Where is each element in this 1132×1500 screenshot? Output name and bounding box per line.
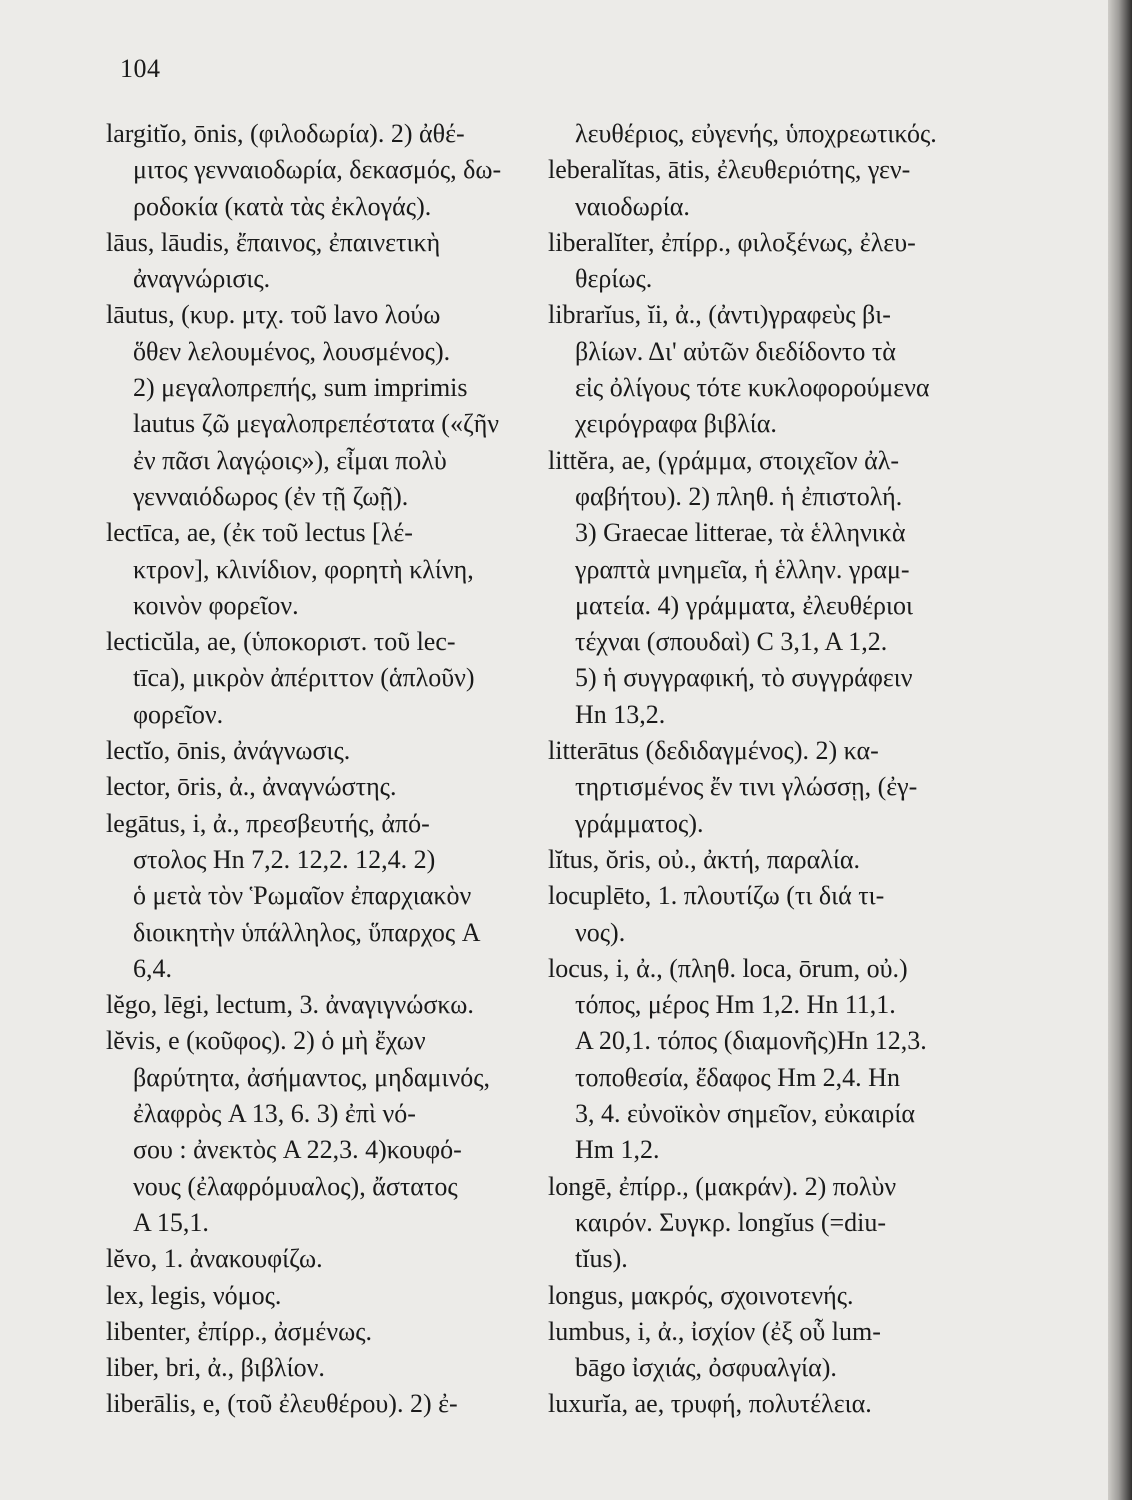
entry-continuation-line: χειρόγραφα βιβλία.: [575, 409, 777, 439]
entry-continuation-line: 3) Graecae litterae, τὰ ἑλληνικὰ: [575, 518, 906, 548]
entry-continuation-line: 6,4.: [133, 953, 172, 983]
entry-continuation-line: tĭus).: [575, 1244, 628, 1274]
entry-continuation-line: bāgo ἰσχιάς, ὀσφυαλγία).: [575, 1353, 837, 1383]
entry-continuation-line: ἀναγνώρισις.: [133, 264, 271, 294]
entry-headword-line: longus, μακρός, σχοινοτενής.: [548, 1280, 854, 1310]
entry-continuation-line: tīca), μικρὸν ἀπέριττον (ἁπλοῦν): [133, 663, 475, 693]
entry-continuation-line: βλίων. Δι' αὐτῶν διεδίδοντο τὰ: [575, 336, 896, 366]
entry-continuation-line: στολος Hn 7,2. 12,2. 12,4. 2): [133, 844, 436, 874]
entry-continuation-line: lautus ζῶ μεγαλοπρεπέστατα («ζῆν: [133, 409, 500, 439]
entry-continuation-line: καιρόν. Συγκρ. longĭus (=diu-: [575, 1207, 887, 1237]
entry-headword-line: liberalĭter, ἐπίρρ., φιλοξένως, ἐλευ-: [548, 227, 916, 257]
entry-continuation-line: φαβήτου). 2) πληθ. ἡ ἐπιστολή.: [575, 481, 903, 511]
entry-continuation-line: τηρτισμένος ἔν τινι γλώσσῃ, (ἐγ-: [575, 772, 918, 802]
entry-continuation-line: ναιοδωρία.: [575, 191, 690, 221]
page-number: 104: [120, 54, 161, 83]
entry-headword-line: lĕvo, 1. ἀνακουφίζω.: [106, 1244, 323, 1274]
entry-continuation-line: γραπτὰ μνημεῖα, ἡ ἑλλην. γραμ-: [575, 554, 910, 584]
entry-continuation-line: A 15,1.: [133, 1207, 209, 1237]
entry-continuation-line: ἐλαφρὸς A 13, 6. 3) ἐπὶ νό-: [133, 1099, 416, 1129]
entry-continuation-line: τέχναι (σπουδαὶ) C 3,1, A 1,2.: [575, 627, 888, 657]
left-column: [106, 116, 538, 1423]
book-spine-shadow: [1108, 0, 1132, 1500]
entry-continuation-line: 5) ἡ συγγραφική, τὸ συγγράφειν: [575, 663, 913, 693]
entry-continuation-line: διοικητὴν ὑπάλληλος, ὕπαρχος A: [133, 917, 481, 947]
entry-headword-line: lāus, lāudis, ἔπαινος, ἐπαινετικὴ: [106, 227, 441, 257]
entry-headword-line: locuplēto, 1. πλουτίζω (τι διά τι-: [548, 881, 885, 911]
entry-continuation-line: γράμματος).: [575, 808, 704, 838]
entry-continuation-line: μιτος γενναιοδωρία, δεκασμός, δω-: [133, 155, 502, 185]
entry-continuation-line: φορεῖον.: [133, 699, 224, 729]
entry-headword-line: lāutus, (κυρ. μτχ. τοῦ lavo λούω: [106, 300, 441, 330]
entry-continuation-line: ὅθεν λελουμένος, λουσμένος).: [133, 336, 451, 366]
entry-continuation-line: κτρον], κλινίδιον, φορητὴ κλίνη,: [133, 554, 474, 584]
entry-headword-line: lectĭo, ōnis, ἀνάγνωσις.: [106, 736, 351, 766]
entry-headword-line: luxurĭa, ae, τρυφή, πολυτέλεια.: [548, 1389, 872, 1419]
entry-continuation-line: τόπος, μέρος Hm 1,2. Hn 11,1.: [575, 990, 896, 1020]
entry-headword-line: lĭtus, ŏris, οὐ., ἀκτή, παραλία.: [548, 844, 860, 874]
entry-headword-line: largitĭo, ōnis, (φιλοδωρία). 2) ἀθέ-: [106, 119, 465, 148]
entry-headword-line: locus, i, ἀ., (πληθ. loca, ōrum, οὐ.): [548, 953, 908, 983]
entry-continuation-line: 3, 4. εὐνοϊκὸν σημεῖον, εὐκαιρία: [575, 1099, 915, 1129]
entry-headword-line: lĕvis, e (κοῦφος). 2) ὁ μὴ ἔχων: [106, 1026, 426, 1056]
entry-continuation-line: ἐν πᾶσι λαγῴοις»), εἶμαι πολὺ: [133, 445, 447, 475]
entry-headword-line: lĕgo, lēgi, lectum, 3. ἀναγιγνώσκω.: [106, 990, 474, 1020]
entry-continuation-line: τοποθεσία, ἔδαφος Hm 2,4. Hn: [575, 1062, 900, 1092]
entry-headword-line: lecticŭla, ae, (ὑποκοριστ. τοῦ lec-: [106, 627, 456, 657]
entry-continuation-line: γενναιόδωρος (ἐν τῇ ζωῇ).: [133, 481, 409, 511]
entry-headword-line: lectīca, ae, (ἐκ τοῦ lectus [λέ-: [106, 518, 413, 548]
entry-headword-line: lex, legis, νόμος.: [106, 1280, 282, 1310]
right-column: [548, 116, 988, 1423]
entry-headword-line: leberalĭtas, ātis, ἐλευθεριότης, γεν-: [548, 155, 911, 185]
entry-continuation-line: Hm 1,2.: [575, 1135, 660, 1165]
entry-headword-line: litterātus (δεδιδαγμένος). 2) κα-: [548, 736, 879, 766]
entry-headword-line: liber, bri, ἀ., βιβλίον.: [106, 1353, 325, 1383]
entry-headword-line: littĕra, ae, (γράμμα, στοιχεῖον ἀλ-: [548, 445, 900, 475]
entry-headword-line: lector, ōris, ἀ., ἀναγνώστης.: [106, 772, 397, 802]
entry-continuation-line: νος).: [575, 917, 626, 947]
entry-continuation-line: βαρύτητα, ἀσήμαντος, μηδαμινός,: [133, 1062, 491, 1092]
entry-continuation-line: θερίως.: [575, 264, 653, 294]
entry-continuation-line: ματεία. 4) γράμματα, ἐλευθέριοι: [575, 590, 914, 620]
entry-continuation-line: σου : ἀνεκτὸς A 22,3. 4)κουφό-: [133, 1135, 462, 1165]
entry-continuation-line: Hn 13,2.: [575, 699, 666, 729]
entry-headword-line: lumbus, i, ἀ., ἰσχίον (ἐξ οὗ lum-: [548, 1316, 881, 1346]
entry-continuation-line: ὁ μετὰ τὸν Ῥωμαῖον ἐπαρχιακὸν: [133, 881, 472, 911]
entry-headword-line: legātus, i, ἀ., πρεσβευτής, ἀπό-: [106, 808, 430, 838]
entry-headword-line: librarĭus, ĭi, ἀ., (ἀντι)γραφεὺς βι-: [548, 300, 891, 330]
entry-continuation-line: λευθέριος, εὐγενής, ὑποχρεωτικός.: [575, 119, 937, 148]
entry-headword-line: liberālis, e, (τοῦ ἐλευθέρου). 2) ἐ-: [106, 1389, 458, 1419]
entry-headword-line: libenter, ἐπίρρ., ἀσμένως.: [106, 1316, 373, 1346]
entry-continuation-line: ροδοκία (κατὰ τὰς ἐκλογάς).: [133, 191, 432, 221]
entry-headword-line: longē, ἐπίρρ., (μακράν). 2) πολὺν: [548, 1171, 897, 1201]
entry-continuation-line: κοινὸν φορεῖον.: [133, 590, 299, 620]
entry-continuation-line: νους (ἐλαφρόμυαλος), ἄστατος: [133, 1171, 458, 1201]
entry-continuation-line: εἰς ὀλίγους τότε κυκλοφορούμενα: [575, 373, 930, 403]
entry-continuation-line: A 20,1. τόπος (διαμονῆς)Hn 12,3.: [575, 1026, 927, 1056]
entry-continuation-line: 2) μεγαλοπρεπής, sum imprimis: [133, 373, 468, 403]
